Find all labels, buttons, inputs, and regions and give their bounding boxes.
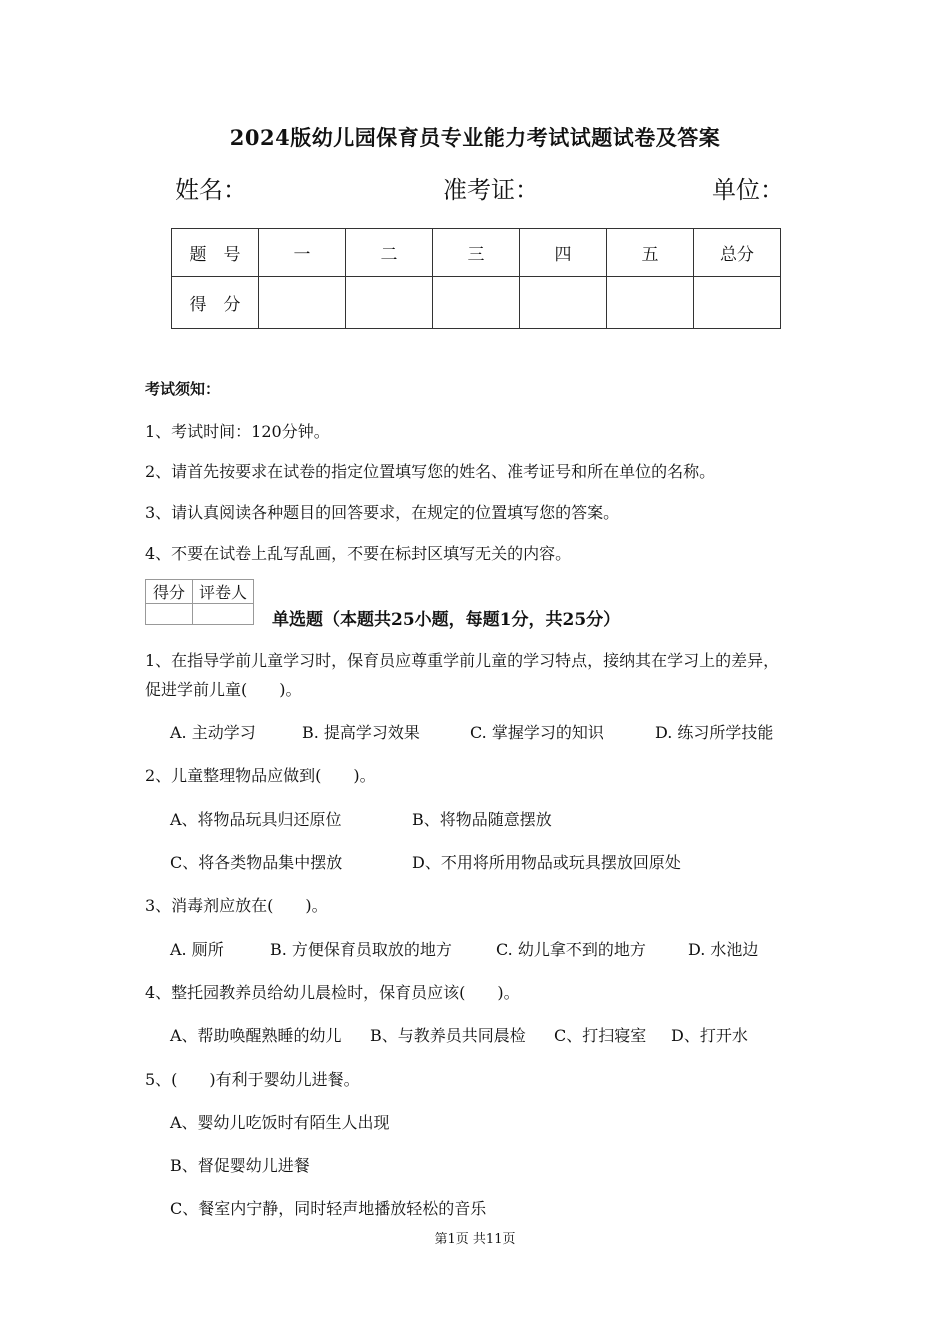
- score-cell-total: [694, 277, 781, 329]
- question-stem: 促进学前儿童( )。: [145, 680, 302, 699]
- name-field-label: 姓名：: [175, 176, 247, 204]
- score-header-5: 五: [607, 229, 694, 277]
- score-header-4: 四: [520, 229, 607, 277]
- question-option: A、将物品玩具归还原位: [170, 810, 342, 829]
- score-table-header-row: [172, 229, 781, 277]
- score-table: [171, 228, 781, 329]
- question-option: C、打扫寝室: [554, 1026, 647, 1045]
- question-option: C、餐室内宁静，同时轻声地播放轻松的音乐: [170, 1199, 487, 1218]
- notice-item: 2、请首先按要求在试卷的指定位置填写您的姓名、准考证号和所在单位的名称。: [145, 462, 716, 481]
- question-stem: 5、( )有利于婴幼儿进餐。: [145, 1070, 360, 1089]
- question-stem: 4、整托园教养员给幼儿晨检时，保育员应该( )。: [145, 983, 520, 1002]
- question-option: D. 水池边: [688, 940, 759, 959]
- notice-heading: 考试须知：: [145, 380, 221, 398]
- page-footer: 第1页 共11页: [434, 1232, 516, 1247]
- question-stem: 3、消毒剂应放在( )。: [145, 896, 328, 915]
- section-title: 单选题（本题共25小题，每题1分，共25分）: [272, 610, 621, 630]
- question-stem: 2、儿童整理物品应做到( )。: [145, 766, 376, 785]
- question-option: B、督促婴幼儿进餐: [170, 1156, 310, 1175]
- score-cell-2: [346, 277, 433, 329]
- score-header-1: 一: [259, 229, 346, 277]
- grader-box: [145, 579, 254, 625]
- score-header-2: 二: [346, 229, 433, 277]
- unit-field-label: 单位：: [712, 176, 784, 204]
- score-header-total: 总分: [694, 229, 781, 277]
- question-option: B. 提高学习效果: [302, 723, 420, 742]
- score-header-3: 三: [433, 229, 520, 277]
- grader-score-cell: [146, 604, 193, 625]
- score-cell-4: [520, 277, 607, 329]
- question-option: C. 幼儿拿不到的地方: [496, 940, 646, 959]
- question-option: A、帮助唤醒熟睡的幼儿: [170, 1026, 342, 1045]
- question-option: D、不用将所用物品或玩具摆放回原处: [412, 853, 681, 872]
- score-table-score-row: [172, 277, 781, 329]
- question-option: C、将各类物品集中摆放: [170, 853, 343, 872]
- question-option: A、婴幼儿吃饭时有陌生人出现: [170, 1113, 390, 1132]
- notice-item: 3、请认真阅读各种题目的回答要求，在规定的位置填写您的答案。: [145, 503, 620, 522]
- question-option: C. 掌握学习的知识: [470, 723, 604, 742]
- question-option: B. 方便保育员取放的地方: [270, 940, 452, 959]
- grader-reviewer-label: 评卷人: [193, 580, 254, 604]
- grader-score-label: 得分: [146, 580, 193, 604]
- question-option: D、打开水: [671, 1026, 748, 1045]
- score-row-label: 得 分: [172, 277, 259, 329]
- question-option: A. 厕所: [170, 940, 224, 959]
- score-cell-5: [607, 277, 694, 329]
- question-option: A. 主动学习: [170, 723, 256, 742]
- notice-item: 1、考试时间：120分钟。: [145, 422, 330, 441]
- question-option: D. 练习所学技能: [655, 723, 774, 742]
- score-header-label: 题 号: [172, 229, 259, 277]
- grader-reviewer-cell: [193, 604, 254, 625]
- notice-item: 4、不要在试卷上乱写乱画，不要在标封区填写无关的内容。: [145, 544, 572, 563]
- score-cell-3: [433, 277, 520, 329]
- question-option: B、将物品随意摆放: [412, 810, 552, 829]
- question-stem: 1、在指导学前儿童学习时，保育员应尊重学前儿童的学习特点，接纳其在学习上的差异，: [145, 651, 780, 670]
- score-cell-1: [259, 277, 346, 329]
- question-option: B、与教养员共同晨检: [370, 1026, 526, 1045]
- document-title: 2024版幼儿园保育员专业能力考试试题试卷及答案: [229, 125, 721, 150]
- exam-id-field-label: 准考证：: [443, 176, 539, 204]
